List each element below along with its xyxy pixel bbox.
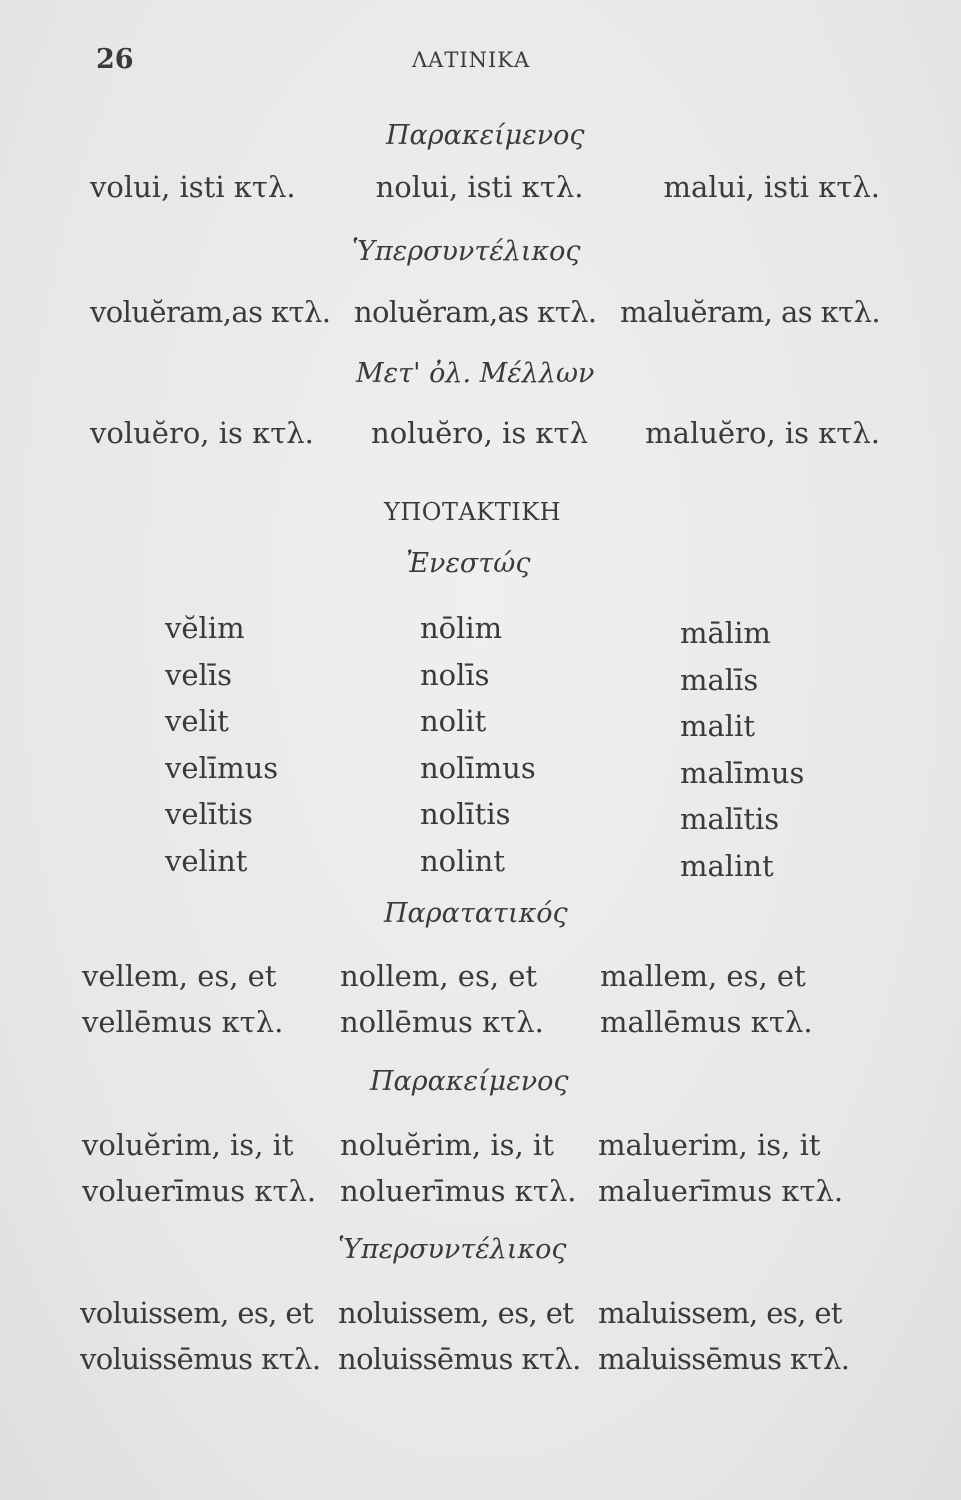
list-item: nolīmus (420, 750, 536, 785)
row-pluperfect (90, 295, 880, 329)
list-item: nolit (420, 704, 487, 738)
list-item: malit (680, 709, 755, 743)
list-item: mallēmus κτλ. (600, 1005, 813, 1039)
column-nolle (338, 1290, 581, 1382)
column-nolle (420, 605, 536, 884)
column-nolle (340, 1122, 576, 1214)
list-item: voluissem, es, et (80, 1296, 314, 1330)
cell-velle: volui, isti κτλ. (90, 170, 296, 204)
list-item: vellem, es, et (82, 959, 277, 993)
column-malle (598, 1290, 849, 1382)
list-item: velit (165, 704, 229, 738)
list-item: maluerim, is, it (598, 1128, 821, 1162)
list-item: maluissem, es, et (598, 1296, 842, 1330)
list-item: malint (680, 848, 774, 883)
column-nolle (340, 953, 544, 1045)
list-item: mālim (680, 616, 771, 650)
cell-malle: maluĕro, is κτλ. (645, 416, 880, 450)
subjunctive-title: ΥΠΟΤΑΚΤΙΚΗ (384, 498, 562, 526)
list-item: voluĕrim, is, it (82, 1128, 294, 1162)
column-malle (680, 610, 804, 889)
list-item: nōlim (420, 611, 503, 645)
heading-pluperfect: Ὑπερσυντέλικος (352, 236, 581, 267)
list-item: vĕlim (165, 611, 245, 645)
list-item: nollēmus κτλ. (340, 1005, 544, 1039)
row-perfect (90, 170, 880, 204)
list-item: vellēmus κτλ. (82, 1005, 284, 1039)
column-malle (598, 1122, 843, 1214)
list-item: malīmus (680, 755, 805, 790)
list-item: noluissēmus κτλ. (338, 1342, 581, 1376)
list-item: velīs (165, 657, 232, 692)
list-item: voluerīmus κτλ. (82, 1174, 317, 1208)
cell-velle: voluĕro, is κτλ. (90, 416, 314, 450)
list-item: nollem, es, et (340, 959, 538, 993)
cell-malle: malui, isti κτλ. (663, 170, 880, 204)
page-number: 26 (96, 44, 134, 75)
list-item: malītis (680, 802, 780, 836)
list-item: velīmus (165, 750, 279, 785)
list-item: maluissēmus κτλ. (598, 1342, 850, 1376)
column-velle (82, 953, 283, 1045)
column-malle (600, 953, 813, 1045)
column-velle (165, 605, 278, 884)
heading-subj-perfect: Παρακείμενος (370, 1066, 569, 1097)
list-item: velītis (165, 797, 253, 831)
column-velle (82, 1122, 316, 1214)
running-title: ΛΑΤΙΝΙΚΑ (412, 48, 531, 72)
list-item: maluerīmus κτλ. (598, 1174, 844, 1208)
heading-perfect: Παρακείμενος (386, 120, 585, 151)
heading-imperfect: Παρατατικός (384, 898, 568, 929)
cell-nolle: noluĕro, is κτλ (371, 416, 588, 450)
column-velle (80, 1290, 320, 1382)
list-item: noluerīmus κτλ. (340, 1174, 577, 1208)
list-item: malīs (680, 662, 759, 697)
row-future-perfect (90, 416, 880, 450)
list-item: nolīs (420, 657, 490, 692)
cell-velle: voluĕram,as κτλ. (90, 295, 331, 329)
list-item: voluissēmus κτλ. (80, 1342, 321, 1376)
heading-subj-pluperfect: Ὑπερσυντέλικος (338, 1234, 567, 1265)
list-item: nolītis (420, 797, 511, 831)
heading-future-perfect: Μετ' ὀλ. Μέλλων (356, 358, 595, 389)
list-item: velint (165, 843, 248, 878)
cell-malle: maluĕram, as κτλ. (620, 295, 880, 329)
list-item: noluissem, es, et (338, 1296, 574, 1330)
list-item: nolint (420, 843, 506, 878)
list-item: noluĕrim, is, it (340, 1128, 554, 1162)
heading-present: Ἐνεστώς (406, 548, 531, 579)
cell-nolle: noluĕram,as κτλ. (353, 295, 597, 329)
cell-nolle: nolui, isti κτλ. (375, 170, 584, 204)
list-item: mallem, es, et (600, 959, 806, 993)
